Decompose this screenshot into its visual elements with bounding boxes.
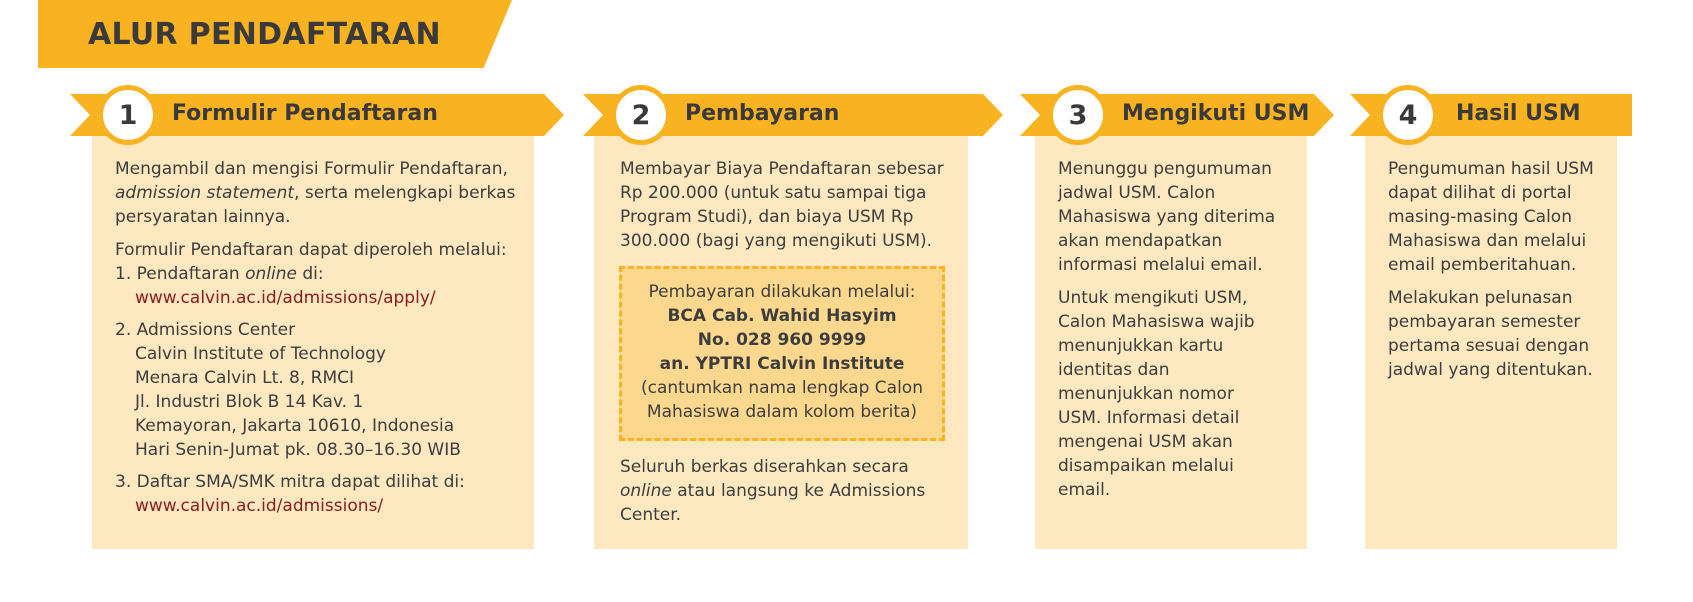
step-1-body [115, 157, 525, 526]
step-4-body [1388, 157, 1600, 391]
step-1-number: 1 [98, 85, 158, 145]
list-item: 2. Admissions Center Calvin Institute of Technology Menara Calvin Lt. 8, RMCI Jl. Industri Blok B 14 Kav. 1 Kemayoran, Jakarta 10610, Indonesia Hari Senin-Jumat pk. 08.30–16.30 WIB [115, 320, 461, 460]
step-1-intro: Mengambil dan mengisi Formulir Pendaftaran, admission statement, serta melengkapi berkas persyaratan lainnya. [115, 159, 516, 227]
list-item: 1. Pendaftaran online di: www.calvin.ac.id/admissions/apply/ [115, 262, 525, 310]
step-1-obtain-label: Formulir Pendaftaran dapat diperoleh melalui: [115, 240, 507, 260]
step-4-number: 4 [1378, 85, 1438, 145]
payment-box [619, 266, 945, 441]
step-2-number: 2 [611, 85, 671, 145]
step-3-number: 3 [1048, 85, 1108, 145]
step-3-title: Mengikuti USM [1122, 101, 1310, 126]
step-3-para-2: Untuk mengikuti USM, Calon Mahasiswa wajib menunjukkan kartu identitas dan menunjukkan nomor USM. Informasi detail mengenai USM akan disampaikan melalui email. [1058, 288, 1255, 500]
step-4-title: Hasil USM [1456, 101, 1581, 126]
step-1-title: Formulir Pendaftaran [172, 101, 438, 126]
list-item: 3. Daftar SMA/SMK mitra dapat dilihat di: www.calvin.ac.id/admissions/ [115, 470, 525, 518]
payment-label: Pembayaran dilakukan melalui: [648, 282, 916, 302]
payment-note: (cantumkan nama lengkap Calon Mahasiswa dalam kolom berita) [641, 378, 923, 422]
step-2-closing: Seluruh berkas diserahkan secara online atau langsung ke Admissions Center. [620, 457, 926, 525]
step-3-body [1058, 157, 1278, 511]
apply-link[interactable]: www.calvin.ac.id/admissions/apply/ [135, 288, 436, 308]
step-2-title: Pembayaran [685, 101, 840, 126]
step-4-para-2: Melakukan pelunasan pembayaran semester pertama sesuai dengan jadwal yang ditentukan. [1388, 288, 1593, 380]
step-3-para-1: Menunggu pengumuman jadwal USM. Calon Mahasiswa yang diterima akan mendapatkan informasi melalui email. [1058, 159, 1276, 275]
step-2-body [620, 157, 950, 262]
admissions-link[interactable]: www.calvin.ac.id/admissions/ [135, 496, 384, 516]
payment-holder: an. YPTRI Calvin Institute [659, 354, 905, 374]
step-4-para-1: Pengumuman hasil USM dapat dilihat di portal masing-masing Calon Mahasiswa dan melalui email pemberitahuan. [1388, 159, 1594, 275]
step-2-text: Membayar Biaya Pendaftaran sebesar Rp 200.000 (untuk satu sampai tiga Program Studi), dan biaya USM Rp 300.000 (bagi yang mengikuti USM). [620, 159, 944, 251]
payment-account: No. 028 960 9999 [697, 330, 867, 350]
page-title: ALUR PENDAFTARAN [88, 17, 441, 52]
payment-bank: BCA Cab. Wahid Hasyim [667, 306, 897, 326]
